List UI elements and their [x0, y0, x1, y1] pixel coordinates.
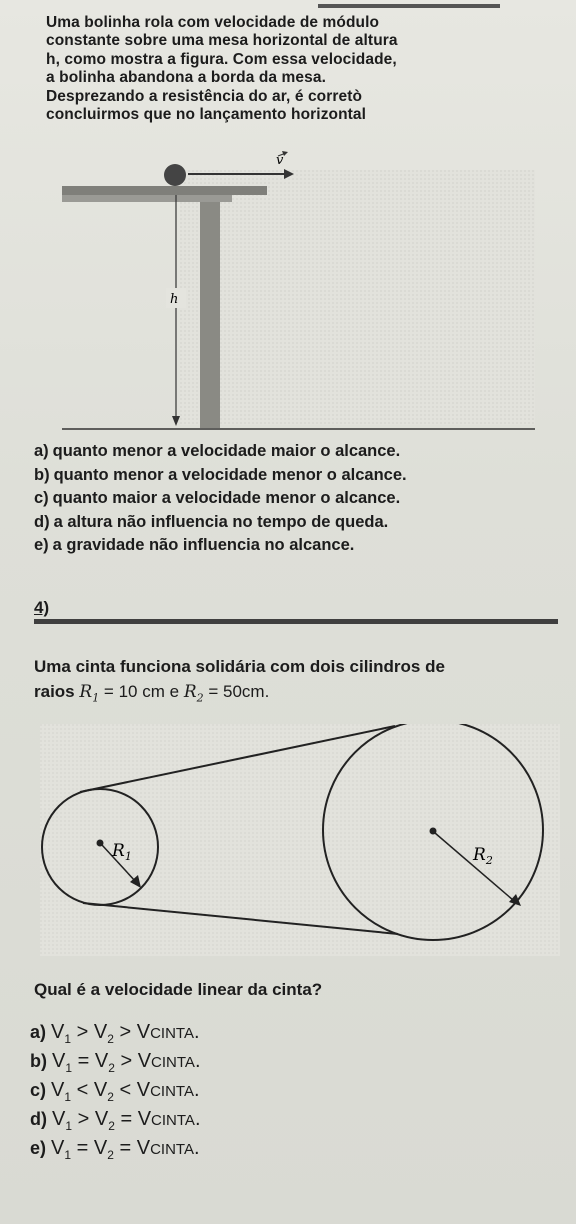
q3-option-e[interactable]: e) a gravidade não influencia no alcance.	[34, 536, 355, 554]
table-top-edge	[62, 195, 232, 202]
top-divider	[318, 4, 500, 8]
q3-intro-text: Uma bolinha rola com velocidade de módulo constante sobre uma mesa horizontal de altura h, como mostra a figura. Com essa velocidade, a bolinha abandona a borda da mesa. Desprezando a resistência do ar, é corretò concluirmos que no lançamento horizontal	[46, 14, 398, 124]
q4-statement	[34, 654, 564, 710]
q4-option-c[interactable]: c) $V_1 < V_2$ < VCINTA.	[30, 1079, 200, 1104]
q3-option-d[interactable]: d) a altura não influencia no tempo de queda.	[34, 512, 389, 531]
q4-option-a[interactable]: a) $V_1 > V_2$ > VCINTA.	[30, 1021, 200, 1046]
height-label: h	[170, 292, 179, 307]
q4-options	[30, 1018, 201, 1163]
q4-option-d[interactable]: d) $V_1 > V_2$ = VCINTA.	[30, 1108, 201, 1133]
q4-option-e[interactable]: e) $V_1 = V_2$ = VCINTA.	[30, 1137, 200, 1162]
table-ball-figure	[60, 150, 540, 440]
table-top	[62, 186, 267, 195]
q4-number: 4)	[34, 598, 50, 617]
table-leg	[200, 202, 220, 428]
belt-pulleys-figure	[40, 724, 560, 956]
figure-dotted-background	[180, 170, 535, 425]
q3-option-a[interactable]: a) quanto menor a velocidade maior o alcance.	[34, 442, 401, 460]
q4-statement-line2: raios $R_1 = 10$ cm e $R_2 = 50cm$.	[34, 682, 270, 705]
q4-option-b[interactable]: b) $V_1 = V_2$ > VCINTA.	[30, 1050, 201, 1075]
figure-dotted-background	[40, 724, 560, 956]
q3-options	[34, 440, 564, 558]
velocity-label: v	[276, 153, 284, 168]
ball	[164, 164, 186, 186]
q3-option-c[interactable]: c) quanto maior a velocidade menor o alcance.	[34, 489, 401, 507]
q4-divider	[34, 619, 558, 624]
q4-statement-line1: Uma cinta funciona solidária com dois cilindros de	[34, 657, 445, 676]
r2-label: $R_2$	[473, 845, 493, 867]
q4-question: Qual é a velocidade linear da cinta?	[34, 980, 323, 999]
r1-label: $R_1$	[112, 841, 132, 863]
q3-option-b[interactable]: b) quanto menor a velocidade menor o alcance.	[34, 465, 407, 484]
